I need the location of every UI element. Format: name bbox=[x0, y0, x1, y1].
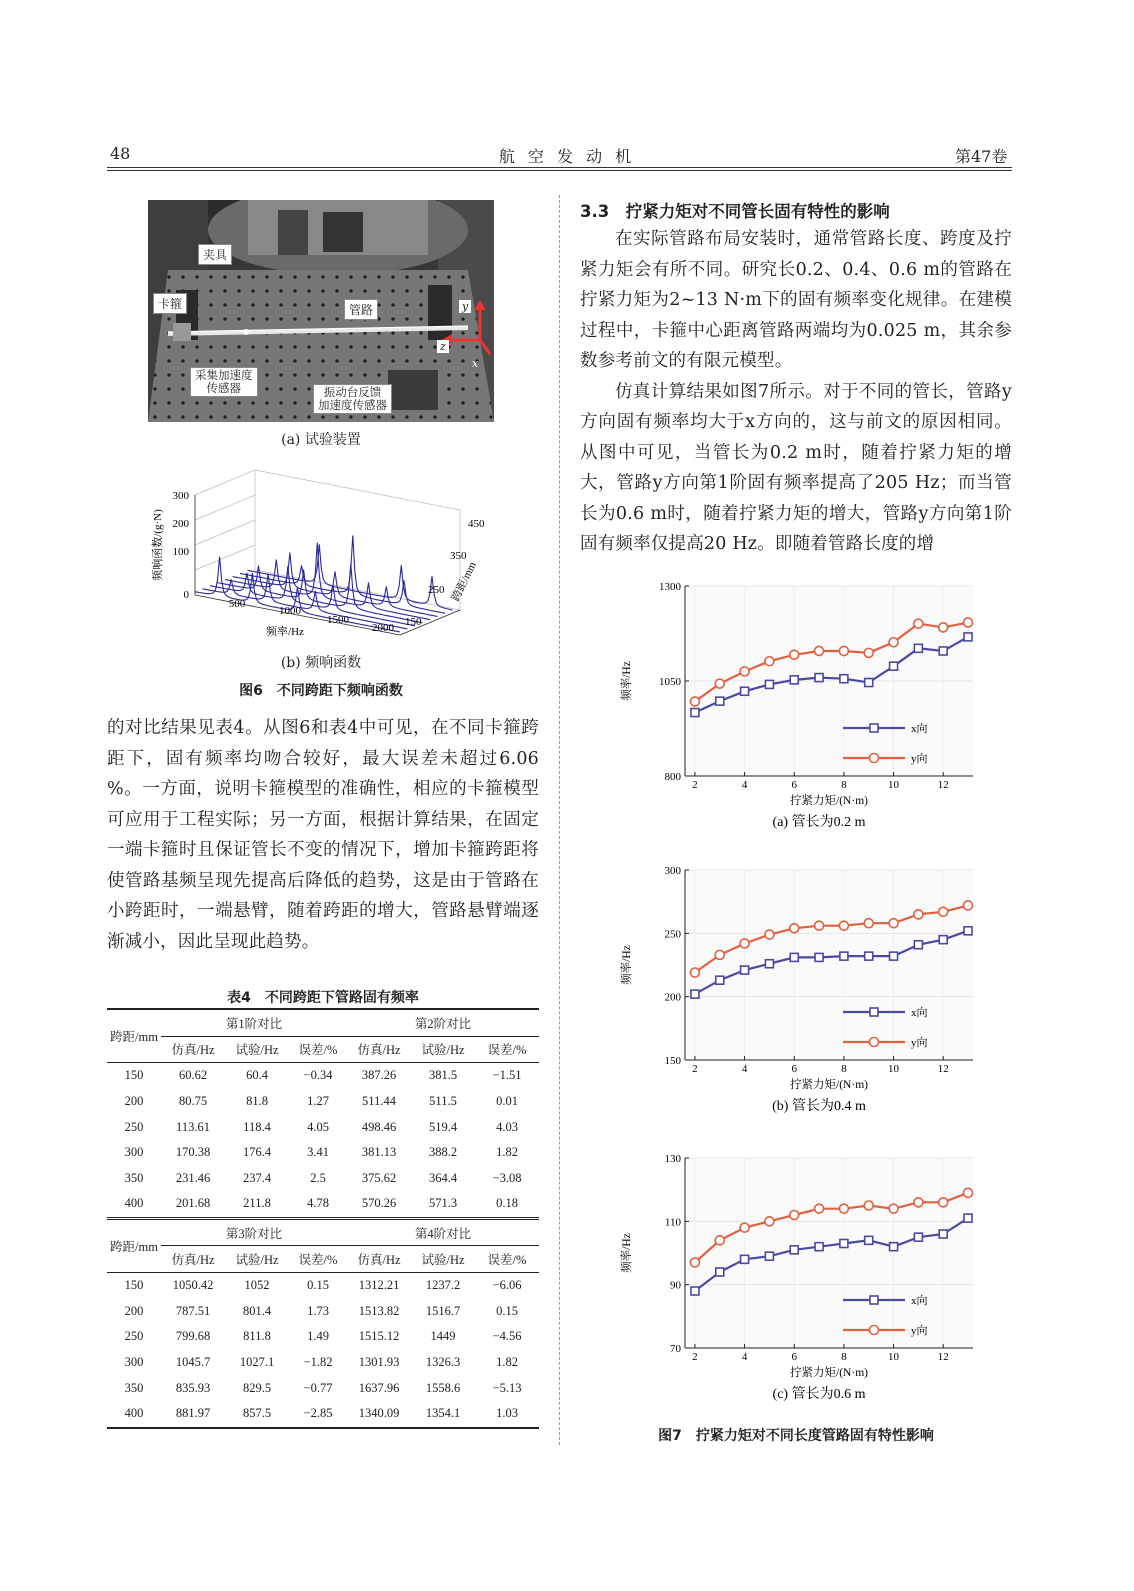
data-point bbox=[864, 919, 873, 928]
data-point bbox=[914, 1233, 922, 1241]
table-cell: 1.82 bbox=[496, 1355, 518, 1370]
data-point bbox=[790, 953, 798, 961]
table-cell: 4.03 bbox=[496, 1119, 518, 1134]
span-value: 250 bbox=[124, 1119, 144, 1134]
x-tick-label: 2 bbox=[692, 1063, 698, 1075]
table-cell: 857.5 bbox=[225, 1401, 289, 1428]
test-setup-photo bbox=[148, 200, 494, 422]
x-tick-label: 8 bbox=[841, 1063, 847, 1075]
right-body-text bbox=[580, 224, 1012, 560]
span-value: 250 bbox=[124, 1329, 144, 1344]
data-point bbox=[939, 647, 947, 655]
data-point bbox=[716, 1268, 724, 1276]
data-point bbox=[790, 924, 799, 933]
data-point bbox=[715, 950, 724, 959]
span-value: 200 bbox=[124, 1094, 144, 1109]
table-cell: 571.3 bbox=[411, 1191, 475, 1218]
x-tick-label: 2 bbox=[692, 779, 698, 791]
table-row bbox=[107, 1191, 539, 1218]
sub-header: 误差/% bbox=[289, 1246, 347, 1273]
table-row bbox=[107, 1299, 539, 1325]
table-cell: 498.46 bbox=[361, 1119, 397, 1134]
fig7a-chart bbox=[615, 576, 985, 842]
data-point bbox=[890, 662, 898, 670]
label-fixture: 夹具 bbox=[198, 244, 232, 265]
legend-marker bbox=[870, 1296, 878, 1304]
chart-caption: (b) 管长为0.4 m bbox=[772, 1099, 866, 1114]
x-tick-label: 4 bbox=[741, 1063, 748, 1075]
group-header: 第2阶对比 bbox=[347, 1009, 539, 1036]
table-cell: 387.26 bbox=[361, 1068, 397, 1083]
span-value: 300 bbox=[124, 1355, 144, 1370]
data-point bbox=[716, 976, 724, 984]
table-cell: 1312.21 bbox=[358, 1278, 400, 1293]
frf-z-tick: 150 bbox=[405, 616, 422, 628]
group-header: 第3阶对比 bbox=[161, 1218, 347, 1246]
table-subheader-row bbox=[107, 1246, 539, 1273]
legend-marker bbox=[870, 754, 879, 763]
data-point bbox=[964, 1214, 972, 1222]
section-heading: 3.3 拧紧力矩对不同管长固有特性的影响 bbox=[580, 202, 890, 221]
data-point bbox=[765, 680, 773, 688]
data-point bbox=[839, 1204, 848, 1213]
frf-x-tick: 1500 bbox=[327, 614, 349, 626]
table-row bbox=[107, 1166, 539, 1192]
x-tick-label: 2 bbox=[692, 1351, 698, 1363]
data-point bbox=[715, 679, 724, 688]
table-cell: 0.15 bbox=[307, 1278, 329, 1293]
span-value: 200 bbox=[124, 1303, 144, 1318]
table-cell: 381.5 bbox=[428, 1068, 458, 1083]
data-point bbox=[765, 657, 774, 666]
section-paragraph: 在实际管路布局安装时，通常管路长度、跨度及拧紧力矩会有所不同。研究长0.2、0.4、0.6 m的管路在拧紧力矩为2~13 N·m下的固有频率变化规律。在建模过程中，卡箍中心距离管路两端均为0.025 m，其余参数参考前文的有限元模型。 bbox=[580, 229, 1012, 371]
y-tick-label: 300 bbox=[664, 865, 681, 877]
data-point bbox=[840, 675, 848, 683]
data-point bbox=[716, 697, 724, 705]
data-point bbox=[914, 1198, 923, 1207]
data-point bbox=[939, 623, 948, 632]
data-point bbox=[839, 921, 848, 930]
plot-area bbox=[685, 1158, 973, 1348]
table-cell: 1045.7 bbox=[175, 1355, 211, 1370]
table-row bbox=[107, 1350, 539, 1376]
column-divider bbox=[559, 195, 560, 1445]
table-cell: 1515.12 bbox=[358, 1329, 400, 1344]
data-point bbox=[865, 952, 873, 960]
label-feedback: 振动台反馈 加速度传感器 bbox=[313, 384, 392, 414]
table-cell: 1052 bbox=[244, 1278, 270, 1293]
frf-y-tick: 300 bbox=[172, 490, 189, 502]
frf-waterfall-chart bbox=[145, 455, 505, 655]
frf-z-tick: 250 bbox=[428, 584, 445, 596]
y-axis-label: 频率/Hz bbox=[621, 945, 633, 985]
frf-x-tick: 1000 bbox=[279, 605, 301, 617]
table-cell: 381.13 bbox=[361, 1145, 397, 1160]
table-cell: −0.77 bbox=[303, 1380, 333, 1395]
data-point bbox=[790, 650, 799, 659]
frf-y-tick: 100 bbox=[172, 546, 189, 558]
table-cell: −3.08 bbox=[492, 1170, 522, 1185]
data-point bbox=[815, 646, 824, 655]
axis-z-label: z bbox=[437, 340, 449, 353]
table-row bbox=[107, 1089, 539, 1115]
y-axis-label: 频率/Hz bbox=[621, 661, 633, 701]
table-row bbox=[107, 1324, 539, 1350]
page-number: 48 bbox=[110, 144, 131, 163]
table-cell: 1.49 bbox=[307, 1329, 329, 1344]
sub-header: 仿真/Hz bbox=[161, 1036, 225, 1063]
x-tick-label: 10 bbox=[888, 1063, 900, 1075]
table-cell: 1340.09 bbox=[347, 1401, 411, 1428]
axis-x-label: x bbox=[472, 357, 479, 370]
table-cell: 81.8 bbox=[246, 1094, 268, 1109]
data-point bbox=[964, 901, 973, 910]
span-value: 300 bbox=[124, 1145, 144, 1160]
sub-header: 试验/Hz bbox=[225, 1246, 289, 1273]
table-cell: −5.13 bbox=[492, 1380, 522, 1395]
table-cell: 211.8 bbox=[225, 1191, 289, 1218]
table-cell: 829.5 bbox=[242, 1380, 272, 1395]
data-point bbox=[690, 1258, 699, 1267]
table-cell: 801.4 bbox=[242, 1303, 272, 1318]
table-row bbox=[107, 1063, 539, 1089]
x-tick-label: 10 bbox=[888, 779, 900, 791]
data-point bbox=[964, 618, 973, 627]
data-point bbox=[815, 674, 823, 682]
data-point bbox=[939, 1230, 947, 1238]
data-point bbox=[865, 679, 873, 687]
x-tick-label: 8 bbox=[841, 779, 847, 791]
table-cell: −1.51 bbox=[492, 1068, 522, 1083]
span-value: 400 bbox=[107, 1401, 161, 1428]
table-cell: 1449 bbox=[430, 1329, 456, 1344]
data-point bbox=[815, 953, 823, 961]
table-cell: 201.68 bbox=[161, 1191, 225, 1218]
table-cell: 388.2 bbox=[428, 1145, 458, 1160]
table4 bbox=[107, 1008, 539, 1429]
table-cell: 1516.7 bbox=[425, 1303, 461, 1318]
table-cell: −1.82 bbox=[303, 1355, 333, 1370]
x-tick-label: 6 bbox=[791, 1351, 797, 1363]
data-point bbox=[840, 952, 848, 960]
table-cell: 4.05 bbox=[307, 1119, 329, 1134]
sub-header: 试验/Hz bbox=[225, 1036, 289, 1063]
sub-header: 试验/Hz bbox=[411, 1246, 475, 1273]
span-value: 350 bbox=[124, 1380, 144, 1395]
data-point bbox=[864, 1201, 873, 1210]
data-point bbox=[690, 697, 699, 706]
table-cell: 1558.6 bbox=[425, 1380, 461, 1395]
table-cell: 811.8 bbox=[243, 1329, 271, 1344]
data-point bbox=[889, 919, 898, 928]
label-sensor: 采集加速度 传感器 bbox=[190, 367, 258, 397]
span-value: 150 bbox=[124, 1278, 144, 1293]
y-tick-label: 1300 bbox=[659, 581, 681, 593]
chart-caption: (a) 管长为0.2 m bbox=[772, 815, 866, 830]
data-point bbox=[914, 644, 922, 652]
data-point bbox=[889, 638, 898, 647]
table-cell: 1.27 bbox=[307, 1094, 329, 1109]
fig6b-caption: (b) 频响函数 bbox=[280, 655, 362, 671]
table-cell: 0.18 bbox=[475, 1191, 539, 1218]
y-tick-label: 800 bbox=[664, 771, 681, 783]
data-point bbox=[740, 1223, 749, 1232]
table-cell: −2.85 bbox=[289, 1401, 347, 1428]
table-header-row bbox=[107, 1218, 539, 1246]
data-point bbox=[839, 646, 848, 655]
table-cell: 1354.1 bbox=[411, 1401, 475, 1428]
data-point bbox=[914, 941, 922, 949]
table-cell: 113.61 bbox=[176, 1119, 210, 1134]
fig7b-chart bbox=[615, 860, 985, 1130]
table-cell: 0.01 bbox=[496, 1094, 518, 1109]
table-header-row bbox=[107, 1009, 539, 1036]
frf-z-tick: 450 bbox=[468, 518, 485, 530]
x-tick-label: 12 bbox=[937, 1351, 949, 1363]
data-point bbox=[890, 952, 898, 960]
volume-label: 第47卷 bbox=[955, 147, 1008, 166]
left-paragraph: 的对比结果见表4。从图6和表4中可见，在不同卡箍跨距下，固有频率均吻合较好，最大误差未超过6.06 %。一方面，说明卡箍模型的准确性，相应的卡箍模型可应用于工程实际；另一方面，根据计算结果，在固定一端卡箍时且保证管长不变的情况下，增加卡箍跨距将使管路基频呈现先提高后降低的趋势，这是由于管路在小跨距时，一端悬臂，随着跨距的增大，管路悬臂端逐渐减小，因此呈现此趋势。 bbox=[107, 718, 539, 952]
data-point bbox=[815, 1243, 823, 1251]
y-tick-label: 250 bbox=[664, 928, 681, 941]
table-row bbox=[107, 1375, 539, 1401]
table-cell: 1237.2 bbox=[425, 1278, 461, 1293]
journal-name: 航 空 发 动 机 bbox=[498, 147, 636, 166]
table-cell: 231.46 bbox=[175, 1170, 211, 1185]
legend-marker bbox=[870, 1326, 879, 1335]
data-point bbox=[840, 1240, 848, 1248]
table-row bbox=[107, 1401, 539, 1428]
y-tick-label: 150 bbox=[664, 1055, 681, 1067]
x-tick-label: 8 bbox=[841, 1351, 847, 1363]
label-pipe: 管路 bbox=[344, 299, 378, 320]
x-axis-label: 拧紧力矩/(N·m) bbox=[790, 1079, 868, 1091]
left-body-text bbox=[107, 713, 539, 957]
table-cell: 787.51 bbox=[175, 1303, 211, 1318]
y-tick-label: 70 bbox=[670, 1343, 681, 1355]
frf-x-tick: 2000 bbox=[372, 622, 394, 634]
legend-label: x向 bbox=[911, 1007, 928, 1019]
group-header: 第4阶对比 bbox=[347, 1218, 539, 1246]
table-cell: −4.56 bbox=[492, 1329, 522, 1344]
span-value: 350 bbox=[124, 1170, 144, 1185]
frf-grid bbox=[195, 470, 460, 635]
x-tick-label: 6 bbox=[791, 1063, 797, 1075]
sub-header: 误差/% bbox=[289, 1036, 347, 1063]
data-point bbox=[691, 709, 699, 717]
table-cell: −6.06 bbox=[492, 1278, 522, 1293]
frf-y-label: 频响函数/(g·N) bbox=[152, 509, 164, 581]
frf-x-tick: 500 bbox=[228, 598, 246, 610]
fig7c-chart bbox=[615, 1148, 985, 1418]
data-point bbox=[790, 676, 798, 684]
y-tick-label: 130 bbox=[664, 1153, 681, 1165]
x-tick-label: 4 bbox=[741, 1351, 748, 1363]
header-rule-2 bbox=[107, 170, 1012, 171]
table-cell: 1027.1 bbox=[239, 1355, 275, 1370]
table-cell: 118.4 bbox=[243, 1119, 271, 1134]
table-row bbox=[107, 1114, 539, 1140]
span-value: 400 bbox=[107, 1191, 161, 1218]
table-cell: 570.26 bbox=[347, 1191, 411, 1218]
legend-marker bbox=[870, 1038, 879, 1047]
legend-label: y向 bbox=[911, 1325, 928, 1337]
data-point bbox=[790, 1211, 799, 1220]
frf-trace bbox=[233, 553, 438, 617]
frf-y-tick: 200 bbox=[172, 518, 189, 530]
table-cell: 60.62 bbox=[178, 1068, 208, 1083]
sub-header: 仿真/Hz bbox=[347, 1036, 411, 1063]
data-point bbox=[765, 930, 774, 939]
sub-header: 误差/% bbox=[475, 1246, 539, 1273]
table-cell: 364.4 bbox=[428, 1170, 458, 1185]
table-cell: 1.03 bbox=[475, 1401, 539, 1428]
y-tick-label: 1050 bbox=[659, 676, 681, 688]
table-cell: 1050.42 bbox=[172, 1278, 214, 1293]
fig6-title: 图6 不同跨距下频响函数 bbox=[239, 683, 403, 699]
data-point bbox=[815, 1204, 824, 1213]
table-cell: 511.5 bbox=[429, 1094, 457, 1109]
table-cell: 1637.96 bbox=[358, 1380, 400, 1395]
table-cell: 1326.3 bbox=[425, 1355, 461, 1370]
frf-z-tick: 350 bbox=[450, 550, 467, 562]
data-point bbox=[914, 910, 923, 919]
table-cell: 835.93 bbox=[175, 1380, 211, 1395]
fig6a-caption: (a) 试验装置 bbox=[281, 432, 361, 448]
legend-label: y向 bbox=[911, 1037, 928, 1049]
data-point bbox=[939, 936, 947, 944]
data-point bbox=[939, 1198, 948, 1207]
data-point bbox=[740, 939, 749, 948]
span-header: 跨距/mm bbox=[107, 1009, 161, 1063]
span-header: 跨距/mm bbox=[107, 1218, 161, 1272]
data-point bbox=[815, 921, 824, 930]
table-cell: −0.34 bbox=[303, 1068, 333, 1083]
data-point bbox=[691, 1287, 699, 1295]
table-row bbox=[107, 1140, 539, 1166]
data-point bbox=[765, 1217, 774, 1226]
data-point bbox=[889, 1204, 898, 1213]
legend-label: x向 bbox=[911, 1295, 928, 1307]
table-cell: 799.68 bbox=[175, 1329, 211, 1344]
data-point bbox=[964, 633, 972, 641]
data-point bbox=[790, 1246, 798, 1254]
y-tick-label: 110 bbox=[664, 1216, 681, 1229]
y-axis-label: 频率/Hz bbox=[621, 1233, 633, 1273]
legend-marker bbox=[870, 724, 878, 732]
legend-label: y向 bbox=[911, 753, 928, 765]
table-cell: 1.82 bbox=[496, 1145, 518, 1160]
table-cell: 170.38 bbox=[175, 1145, 211, 1160]
table-cell: 60.4 bbox=[246, 1068, 268, 1083]
data-point bbox=[741, 966, 749, 974]
data-point bbox=[715, 1236, 724, 1245]
sub-header: 误差/% bbox=[475, 1036, 539, 1063]
table-cell: 1301.93 bbox=[358, 1355, 400, 1370]
sub-header: 仿真/Hz bbox=[161, 1246, 225, 1273]
fig7-title: 图7 拧紧力矩对不同长度管路固有特性影响 bbox=[658, 1428, 934, 1444]
data-point bbox=[865, 1236, 873, 1244]
table-cell: 0.15 bbox=[496, 1303, 518, 1318]
table-cell: 2.5 bbox=[310, 1170, 326, 1185]
table-cell: 237.4 bbox=[242, 1170, 272, 1185]
y-tick-label: 90 bbox=[670, 1279, 681, 1292]
table-cell: 375.62 bbox=[361, 1170, 397, 1185]
data-point bbox=[765, 960, 773, 968]
data-point bbox=[864, 648, 873, 657]
frf-x-label: 频率/Hz bbox=[266, 626, 304, 638]
x-tick-label: 10 bbox=[888, 1351, 900, 1363]
sub-header: 仿真/Hz bbox=[347, 1246, 411, 1273]
frf-z-label: 跨距/mm bbox=[449, 560, 479, 604]
plot-area bbox=[685, 870, 973, 1060]
section-paragraph: 仿真计算结果如图7所示。对于不同的管长，管路y方向固有频率均大于x方向的，这与前文的原因相同。从图中可见，当管长为0.2 m时，随着拧紧力矩的增大，管路y方向第1阶固有频率提高了205 Hz；而当管长为0.6 m时，随着拧紧力矩的增大，管路y方向第1阶固有频率仅提高20 Hz。即随着管路长度的增 bbox=[580, 381, 1012, 554]
data-point bbox=[741, 1255, 749, 1263]
data-point bbox=[890, 1243, 898, 1251]
header-rule bbox=[107, 167, 1012, 168]
table-cell: 1513.82 bbox=[358, 1303, 400, 1318]
table-cell: 3.41 bbox=[307, 1145, 329, 1160]
x-tick-label: 4 bbox=[741, 779, 748, 791]
legend-label: x向 bbox=[911, 723, 928, 735]
table-row bbox=[107, 1272, 539, 1298]
table-cell: 881.97 bbox=[161, 1401, 225, 1428]
table-cell: 4.78 bbox=[289, 1191, 347, 1218]
group-header: 第1阶对比 bbox=[161, 1009, 347, 1036]
frf-y-tick: 0 bbox=[183, 589, 189, 601]
x-axis-label: 拧紧力矩/(N·m) bbox=[790, 795, 868, 807]
data-point bbox=[691, 990, 699, 998]
x-tick-label: 12 bbox=[937, 779, 949, 791]
axis-y-label: y bbox=[459, 300, 471, 313]
legend-marker bbox=[870, 1008, 878, 1016]
table-cell: 1.73 bbox=[307, 1303, 329, 1318]
data-point bbox=[740, 667, 749, 676]
chart-caption: (c) 管长为0.6 m bbox=[772, 1387, 866, 1402]
table-subheader-row bbox=[107, 1036, 539, 1063]
x-tick-label: 12 bbox=[937, 1063, 949, 1075]
data-point bbox=[914, 619, 923, 628]
table-cell: 80.75 bbox=[178, 1094, 208, 1109]
span-value: 150 bbox=[124, 1068, 144, 1083]
data-point bbox=[964, 1188, 973, 1197]
data-point bbox=[690, 968, 699, 977]
table-cell: 519.4 bbox=[428, 1119, 458, 1134]
data-point bbox=[741, 687, 749, 695]
y-tick-label: 200 bbox=[664, 991, 681, 1004]
table-cell: 511.44 bbox=[362, 1094, 396, 1109]
table-cell: 176.4 bbox=[242, 1145, 272, 1160]
data-point bbox=[765, 1252, 773, 1260]
data-point bbox=[964, 927, 972, 935]
label-clamp: 卡箍 bbox=[153, 293, 187, 314]
data-point bbox=[939, 907, 948, 916]
x-tick-label: 6 bbox=[791, 779, 797, 791]
table4-title: 表4 不同跨距下管路固有频率 bbox=[227, 990, 419, 1006]
sub-header: 试验/Hz bbox=[411, 1036, 475, 1063]
x-axis-label: 拧紧力矩/(N·m) bbox=[790, 1367, 868, 1379]
